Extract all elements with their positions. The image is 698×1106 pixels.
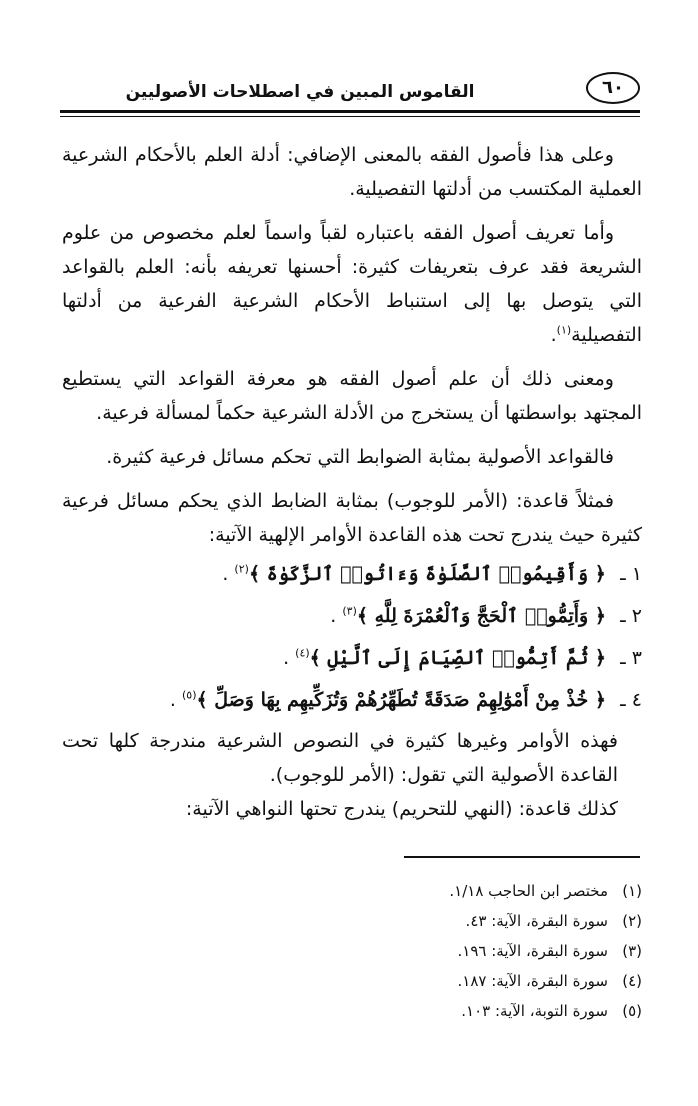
- paragraph-5: فمثلاً قاعدة: (الأمر للوجوب) بمثابة الضابط الذي يحكم مسائل فرعية كثيرة حيث يندرج تحت هذه القاعدة الأوامر الإلهية الآتية:: [62, 490, 642, 546]
- verse-list: [62, 556, 642, 718]
- paragraph-3: ومعنى ذلك أن علم أصول الفقه هو معرفة القواعد التي يستطيع المجتهد بواسطتها أن يستخرج من الأدلة الشرعية حكماً لمسألة فرعية.: [62, 368, 642, 424]
- footnote: [62, 966, 642, 996]
- footnote-text: مختصر ابن الحاجب ١/١٨.: [449, 882, 608, 900]
- footnote-marker: (٢): [234, 562, 249, 576]
- list-number: ٤ ـ: [620, 689, 642, 711]
- footnote-text: سورة البقرة، الآية: ١٨٧.: [457, 972, 608, 990]
- footnote-marker-1: (١): [556, 323, 572, 337]
- list-item: ٤ ـ ﴿ خُذْ مِنْ أَمْوَٰلِهِمْ صَدَقَةً تُطَهِّرُهُمْ وَتُزَكِّيهِم بِهَا وَصَلِّ ﴾$^{(٥)}$ .: [62, 682, 642, 718]
- quran-verse: ﴿ وَأَتِمُّوا۟ ٱلْحَجَّ وَٱلْعُمْرَةَ لِلَّهِ ﴾: [356, 605, 606, 627]
- footnote: [62, 906, 642, 936]
- footnote-marker: (٤): [295, 646, 310, 660]
- footnote-text: سورة البقرة، الآية: ١٩٦.: [457, 942, 608, 960]
- paragraph-2-text: وأما تعريف أصول الفقه باعتباره لقباً واسماً لعلم مخصوص من علوم الشريعة فقد عرف بتعريفات كثيرة: أحسنها تعريفه بأنه: العلم بالقواعد التي يتوصل بها إلى استنباط الأحكام الشرعية الفرعية من أدلتها التفصيلية: [62, 222, 642, 346]
- quran-verse: ﴿ ثُمَّ أَتِمُّوا۟ ٱلصِّيَامَ إِلَى ٱلَّيْلِ ﴾: [309, 647, 606, 669]
- page-number: ٦٠: [586, 72, 640, 104]
- footnote: [62, 936, 642, 966]
- footnote-number: (٣): [622, 942, 642, 960]
- running-header: [60, 68, 640, 112]
- footnote-text: سورة البقرة، الآية: ٤٣.: [465, 912, 608, 930]
- main-text: [62, 138, 642, 836]
- footnote-number: (٢): [622, 912, 642, 930]
- footnote-number: (١): [622, 882, 642, 900]
- header-rule: [60, 110, 640, 113]
- footnote-text: سورة التوبة، الآية: ١٠٣.: [461, 1002, 608, 1020]
- list-number: ١ ـ: [620, 563, 642, 585]
- list-number: ٣ ـ: [620, 647, 642, 669]
- list-number: ٢ ـ: [620, 605, 642, 627]
- list-item: ١ ـ ﴿ وَأَقِيمُوا۟ ٱلصَّلَوٰةَ وَءَاتُوا۟ ٱلزَّكَوٰةَ ﴾$^{(٢)}$ .: [62, 556, 642, 592]
- paragraph-1: وعلى هذا فأصول الفقه بالمعنى الإضافي: أدلة العلم بالأحكام الشرعية العملية المكتسب من أدلتها التفصيلية.: [62, 144, 642, 200]
- footnote-marker: (٥): [182, 688, 197, 702]
- paragraph-2: وأما تعريف أصول الفقه باعتباره لقباً واسماً لعلم مخصوص من علوم الشريعة فقد عرف بتعريفات كثيرة: أحسنها تعريفه بأنه: العلم بالقواعد التي يتوصل بها إلى استنباط الأحكام الشرعية الفرعية من أدلتها التفصيلية$^{(١)}$.: [62, 222, 642, 346]
- footnote-marker: (٣): [342, 604, 357, 618]
- paragraph-4: فالقواعد الأصولية بمثابة الضوابط التي تحكم مسائل فرعية كثيرة.: [106, 446, 614, 468]
- list-item: ٢ ـ ﴿ وَأَتِمُّوا۟ ٱلْحَجَّ وَٱلْعُمْرَةَ لِلَّهِ ﴾$^{(٣)}$ .: [62, 598, 642, 634]
- quran-verse: ﴿ خُذْ مِنْ أَمْوَٰلِهِمْ صَدَقَةً تُطَهِّرُهُمْ وَتُزَكِّيهِم بِهَا وَصَلِّ ﴾: [196, 689, 606, 711]
- list-item: ٣ ـ ﴿ ثُمَّ أَتِمُّوا۟ ٱلصِّيَامَ إِلَى ٱلَّيْلِ ﴾$^{(٤)}$ .: [62, 640, 642, 676]
- closing-paragraph-2: كذلك قاعدة: (النهي للتحريم) يندرج تحتها النواهي الآتية:: [185, 798, 618, 820]
- header-title: القاموس المبين في اصطلاحات الأصوليين: [125, 82, 475, 102]
- footnotes: [62, 876, 642, 1026]
- footnote: [62, 876, 642, 906]
- quran-verse: ﴿ وَأَقِيمُوا۟ ٱلصَّلَوٰةَ وَءَاتُوا۟ ٱلزَّكَوٰةَ ﴾: [248, 563, 606, 585]
- footnote: [62, 996, 642, 1026]
- footnote-number: (٤): [622, 972, 642, 990]
- closing-paragraph-1: فهذه الأوامر وغيرها كثيرة في النصوص الشرعية مندرجة كلها تحت القاعدة الأصولية التي تقول: (الأمر للوجوب).: [62, 730, 618, 786]
- footnote-number: (٥): [622, 1002, 642, 1020]
- header-rule-thin: [60, 116, 640, 117]
- footnote-separator: [404, 856, 640, 858]
